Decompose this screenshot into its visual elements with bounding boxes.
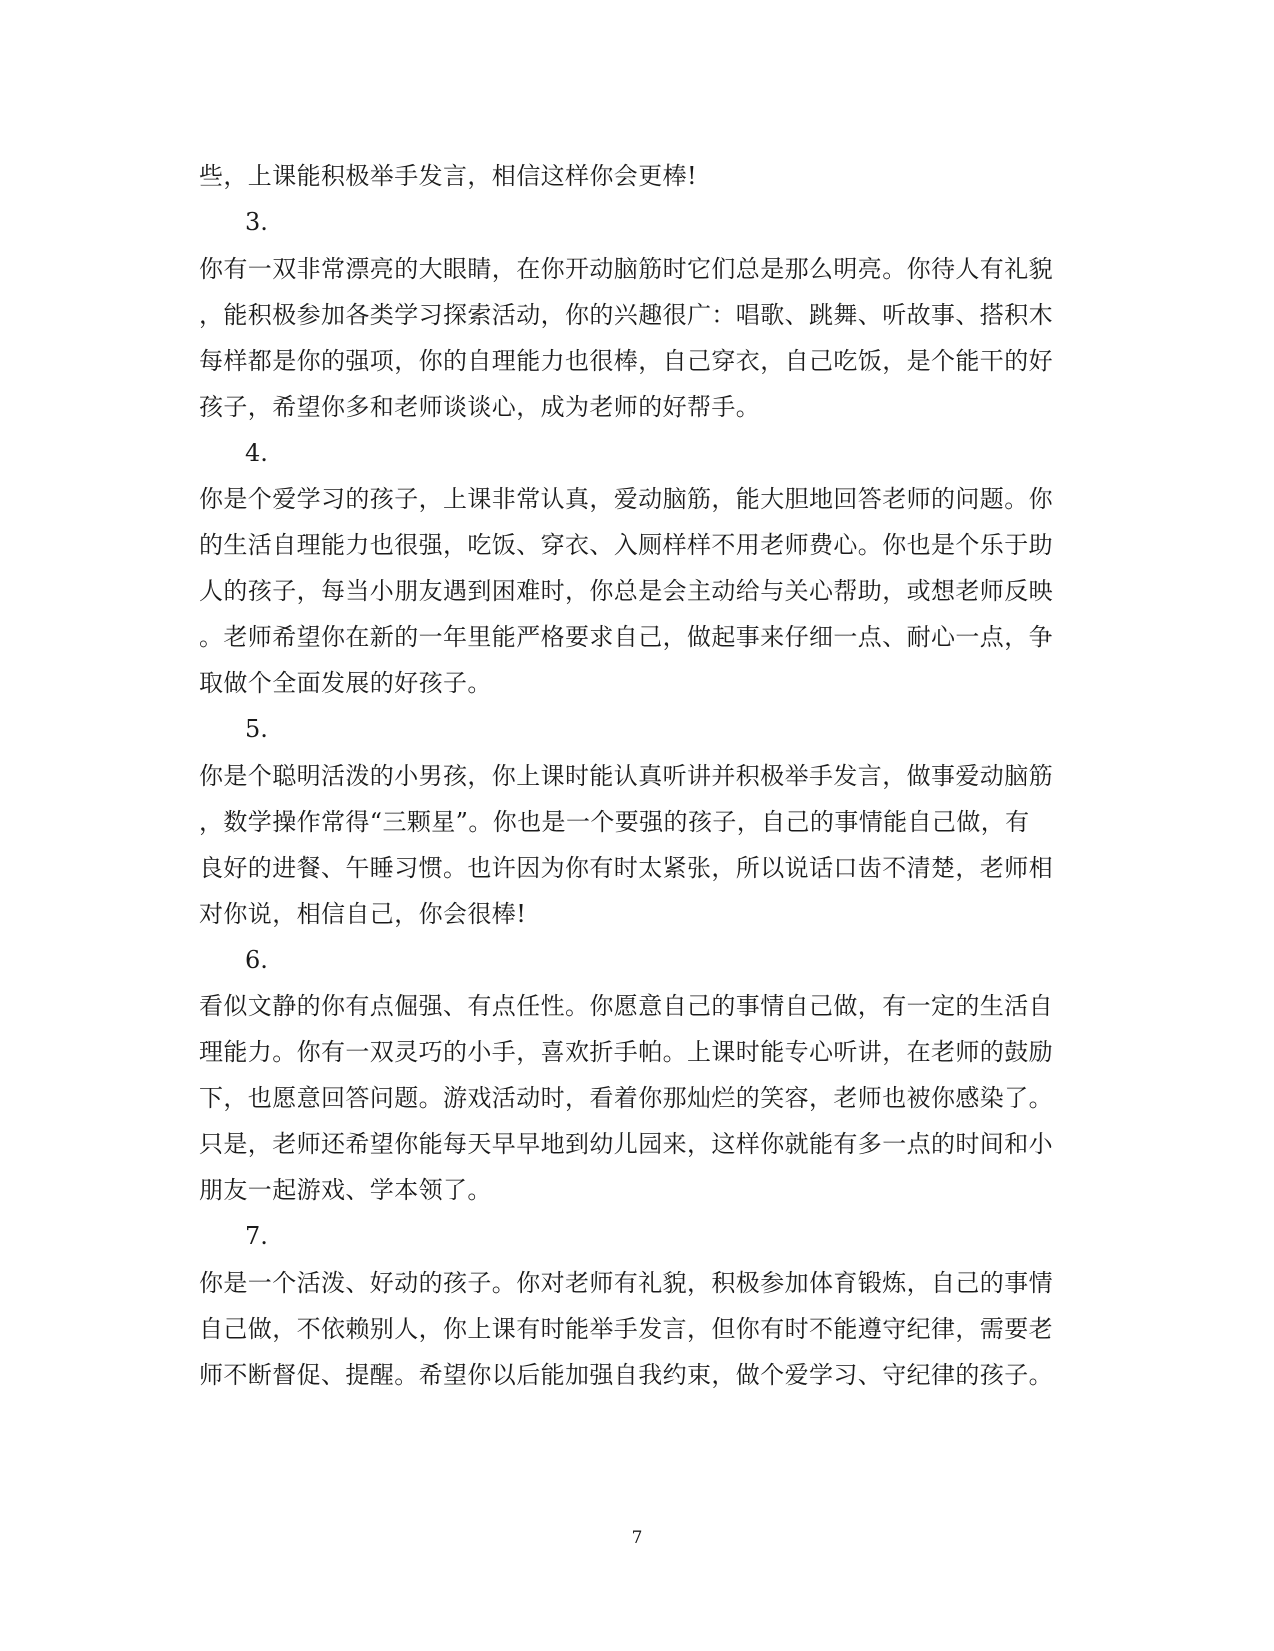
continuation-line: 些，上课能积极举手发言，相信这样你会更棒! [199,162,698,190]
paragraph-line: 取做个全面发展的好孩子。 [199,669,492,697]
page-number: 7 [631,1528,643,1548]
paragraph-line: 只是，老师还希望你能每天早早地到幼儿园来，这样你就能有多一点的时间和小 [199,1130,1053,1158]
paragraph-line: 师不断督促、提醒。希望你以后能加强自我约束，做个爱学习、守纪律的孩子。 [199,1361,1053,1389]
paragraph-line: ，数学操作常得“三颗星”。你也是一个要强的孩子，自己的事情能自己做，有 [199,808,1030,836]
paragraph-line: 理能力。你有一双灵巧的小手，喜欢折手帕。上课时能专心听讲，在老师的鼓励 [199,1038,1053,1066]
paragraph-line: 孩子，希望你多和老师谈谈心，成为老师的好帮手。 [199,393,761,421]
paragraph-line: 良好的进餐、午睡习惯。也许因为你有时太紧张，所以说话口齿不清楚，老师相 [199,854,1053,882]
item-number: 3. [245,208,268,236]
paragraph-line: 朋友一起游戏、学本领了。 [199,1176,492,1204]
item-number: 5. [245,715,268,743]
paragraph-line: 你是个爱学习的孩子，上课非常认真，爱动脑筋，能大胆地回答老师的问题。你 [199,485,1053,513]
item-number: 4. [245,439,268,467]
item-number: 7. [245,1222,268,1250]
paragraph-line: 每样都是你的强项，你的自理能力也很棒，自己穿衣，自己吃饭，是个能干的好 [199,347,1053,375]
paragraph-line: 人的孩子，每当小朋友遇到困难时，你总是会主动给与关心帮助，或想老师反映 [199,577,1053,605]
item-number: 6. [245,946,268,974]
paragraph-line: 的生活自理能力也很强，吃饭、穿衣、入厕样样不用老师费心。你也是个乐于助 [199,531,1053,559]
paragraph-line: 下，也愿意回答问题。游戏活动时，看着你那灿烂的笑容，老师也被你感染了。 [199,1084,1053,1112]
paragraph-line: 你是一个活泼、好动的孩子。你对老师有礼貌，积极参加体育锻炼，自己的事情 [199,1269,1053,1297]
paragraph-line: 。老师希望你在新的一年里能严格要求自己，做起事来仔细一点、耐心一点，争 [199,623,1053,651]
paragraph-line: 对你说，相信自己，你会很棒! [199,900,527,928]
paragraph-line: 你是个聪明活泼的小男孩，你上课时能认真听讲并积极举手发言，做事爱动脑筋 [199,762,1053,790]
paragraph-line: ，能积极参加各类学习探索活动，你的兴趣很广：唱歌、跳舞、听故事、搭积木 [199,301,1053,329]
paragraph-line: 看似文静的你有点倔强、有点任性。你愿意自己的事情自己做，有一定的生活自 [199,992,1053,1020]
paragraph-line: 你有一双非常漂亮的大眼睛，在你开动脑筋时它们总是那么明亮。你待人有礼貌 [199,255,1053,283]
paragraph-line: 自己做，不依赖别人，你上课有时能举手发言，但你有时不能遵守纪律，需要老 [199,1315,1053,1343]
